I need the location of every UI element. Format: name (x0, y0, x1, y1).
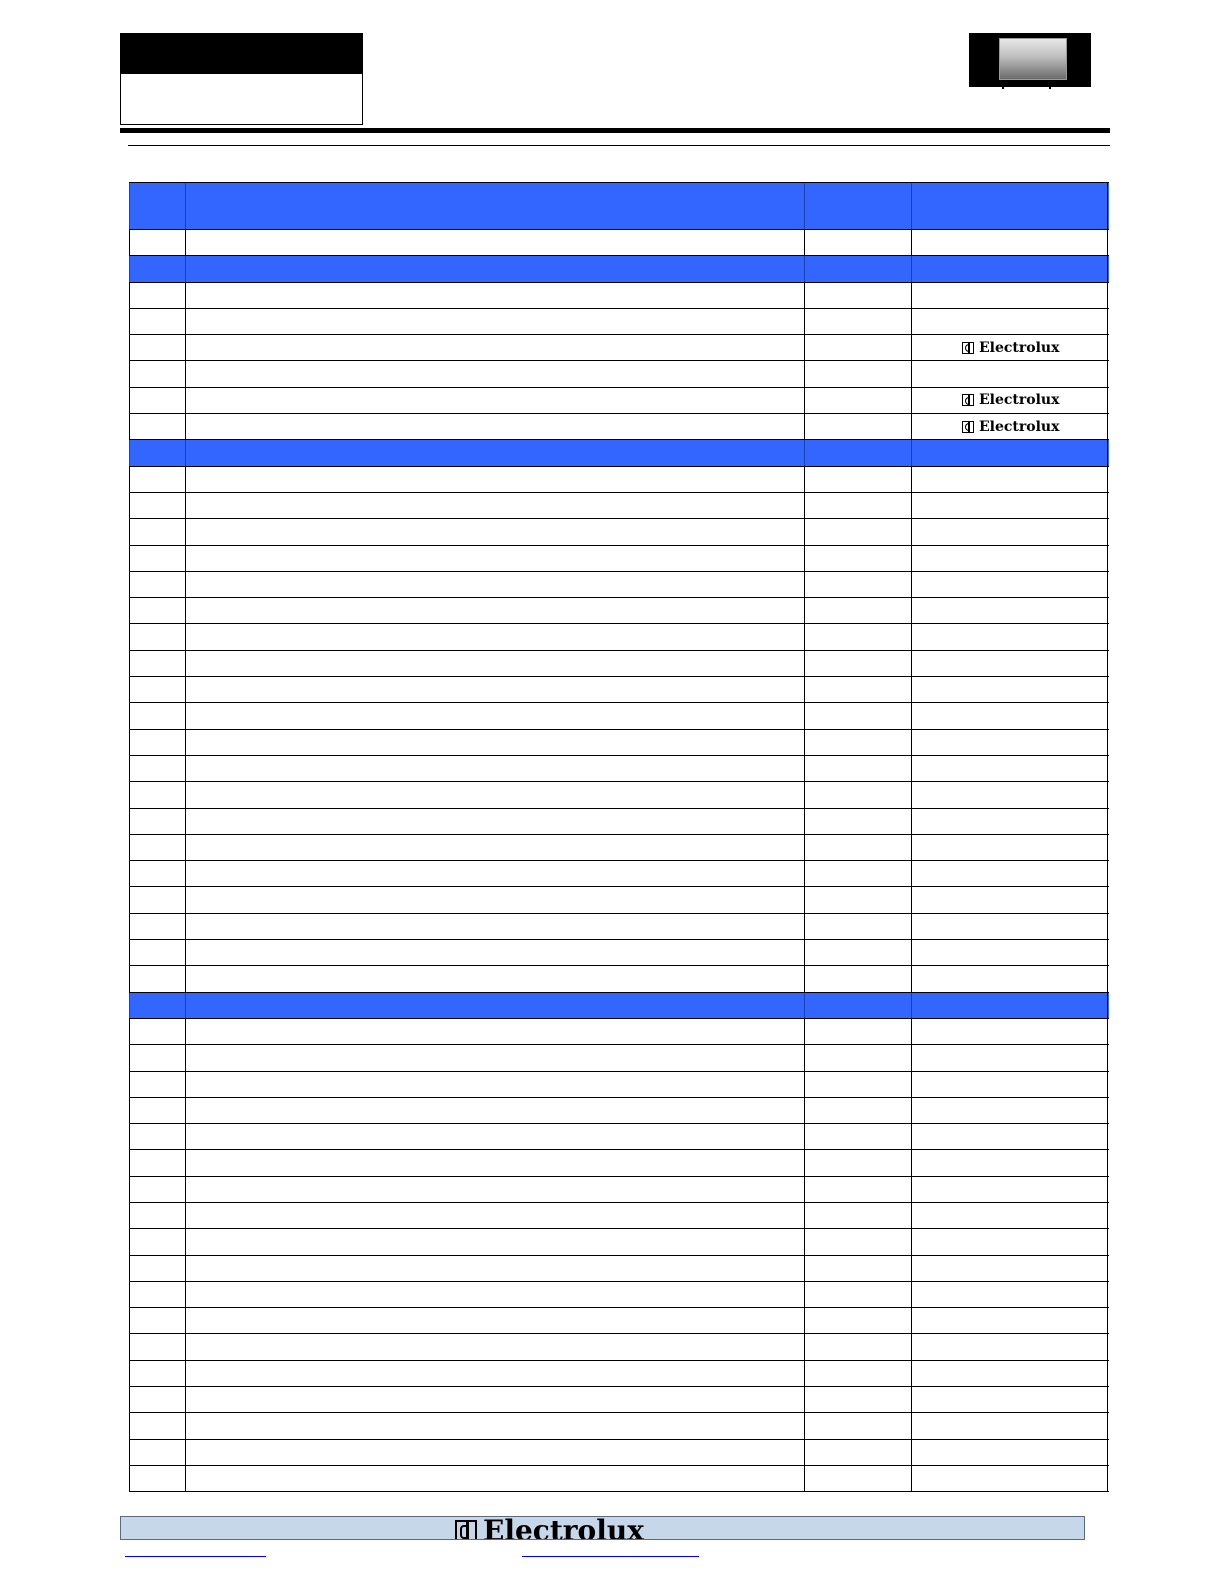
table-row (129, 730, 1109, 756)
table-cell (129, 809, 185, 834)
table-row (129, 677, 1109, 703)
table-row (129, 388, 1109, 414)
table-row (129, 230, 1109, 256)
footer-logo (455, 1516, 644, 1540)
table-cell (911, 335, 1108, 360)
table-cell (185, 1440, 804, 1465)
table-header-row (129, 182, 1109, 230)
header-cell-code (804, 183, 911, 229)
table-cell (911, 493, 1108, 518)
table-row (129, 1387, 1109, 1413)
table-cell (129, 703, 185, 728)
table-row (129, 782, 1109, 808)
table-row (129, 887, 1109, 913)
table-row (129, 966, 1109, 992)
thumbnail-tick (1002, 85, 1004, 89)
table-cell (185, 809, 804, 834)
table-cell (129, 835, 185, 860)
table-cell (911, 809, 1108, 834)
table-cell (911, 572, 1108, 597)
table-cell (804, 651, 911, 676)
table-cell (911, 519, 1108, 544)
table-row (129, 1203, 1109, 1229)
table-cell (804, 519, 911, 544)
electrolux-emblem-icon (962, 342, 974, 354)
table-cell (129, 730, 185, 755)
table-cell (185, 361, 804, 386)
table-cell (911, 677, 1108, 702)
table-cell (804, 624, 911, 649)
table-cell (129, 624, 185, 649)
table-cell (911, 546, 1108, 571)
table-row (129, 1150, 1109, 1176)
table-cell (804, 1282, 911, 1307)
table-cell (911, 782, 1108, 807)
table-cell (129, 256, 185, 281)
table-cell (804, 1361, 911, 1386)
table-cell (911, 1387, 1108, 1412)
table-cell (129, 1098, 185, 1123)
table-cell (129, 1229, 185, 1254)
table-cell (185, 1466, 804, 1491)
table-cell (185, 835, 804, 860)
table-cell (129, 1387, 185, 1412)
table-cell (185, 887, 804, 912)
table-cell (804, 914, 911, 939)
table-cell (804, 1334, 911, 1359)
table-cell (911, 388, 1108, 413)
table-row (129, 309, 1109, 335)
table-cell (911, 230, 1108, 255)
table-cell (129, 782, 185, 807)
table-cell (804, 283, 911, 308)
section-header-row (129, 440, 1109, 466)
header-cell-description (185, 183, 804, 229)
table-cell (129, 361, 185, 386)
table-cell (185, 1124, 804, 1149)
table-row (129, 1045, 1109, 1071)
table-cell (911, 1072, 1108, 1097)
table-cell (911, 887, 1108, 912)
table-cell (129, 1019, 185, 1044)
table-cell (185, 309, 804, 334)
thumbnail-tick (1049, 85, 1051, 89)
table-cell (804, 1387, 911, 1412)
table-cell (129, 1413, 185, 1438)
table-cell (911, 414, 1108, 439)
table-cell (911, 861, 1108, 886)
table-cell (804, 1124, 911, 1149)
table-cell (804, 782, 911, 807)
table-cell (185, 1098, 804, 1123)
table-cell (804, 1308, 911, 1333)
table-cell (129, 651, 185, 676)
table-cell (129, 1282, 185, 1307)
table-cell (911, 651, 1108, 676)
table-cell (804, 993, 911, 1018)
table-cell (129, 309, 185, 334)
table-cell (911, 835, 1108, 860)
table-cell (804, 966, 911, 991)
table-cell (911, 1124, 1108, 1149)
section-header-row (129, 256, 1109, 282)
table-cell (804, 598, 911, 623)
footer-link-underline[interactable] (125, 1556, 266, 1557)
table-cell (185, 966, 804, 991)
parts-table (129, 182, 1109, 1492)
table-cell (804, 703, 911, 728)
table-cell (911, 1045, 1108, 1070)
table-row (129, 1124, 1109, 1150)
table-cell (804, 1150, 911, 1175)
table-cell (129, 914, 185, 939)
electrolux-emblem-icon (962, 394, 974, 406)
table-cell (185, 861, 804, 886)
product-thumbnail (969, 33, 1091, 87)
table-cell (129, 1124, 185, 1149)
brand-name: Electrolux (979, 418, 1060, 435)
table-cell (185, 703, 804, 728)
table-cell (911, 1229, 1108, 1254)
table-cell (185, 440, 804, 465)
table-cell (185, 1177, 804, 1202)
table-cell (185, 519, 804, 544)
table-cell (129, 1256, 185, 1281)
table-cell (185, 1334, 804, 1359)
table-cell (129, 546, 185, 571)
table-cell (129, 572, 185, 597)
table-row (129, 756, 1109, 782)
table-row (129, 598, 1109, 624)
table-cell (129, 1334, 185, 1359)
table-row (129, 1466, 1109, 1492)
table-cell (129, 756, 185, 781)
table-cell (911, 730, 1108, 755)
table-row (129, 1308, 1109, 1334)
table-cell (129, 1203, 185, 1228)
table-cell (129, 966, 185, 991)
table-cell (185, 940, 804, 965)
table-row (129, 835, 1109, 861)
table-cell (129, 283, 185, 308)
table-row (129, 914, 1109, 940)
table-cell (804, 467, 911, 492)
table-cell (129, 1466, 185, 1491)
table-cell (911, 993, 1108, 1018)
table-row (129, 1256, 1109, 1282)
table-cell (185, 730, 804, 755)
table-cell (804, 887, 911, 912)
table-cell (911, 940, 1108, 965)
table-cell (185, 1072, 804, 1097)
table-cell (804, 440, 911, 465)
table-cell (911, 1361, 1108, 1386)
table-cell (185, 1203, 804, 1228)
table-cell (185, 1256, 804, 1281)
table-cell (129, 388, 185, 413)
table-row (129, 1229, 1109, 1255)
table-row (129, 414, 1109, 440)
table-cell (804, 756, 911, 781)
table-cell (129, 993, 185, 1018)
table-cell (911, 1413, 1108, 1438)
table-cell (804, 572, 911, 597)
table-cell (911, 1177, 1108, 1202)
table-cell (129, 230, 185, 255)
table-cell (185, 993, 804, 1018)
table-row (129, 940, 1109, 966)
table-cell (129, 1361, 185, 1386)
table-cell (911, 440, 1108, 465)
table-row (129, 1334, 1109, 1360)
table-row (129, 624, 1109, 650)
table-cell (804, 414, 911, 439)
table-cell (185, 493, 804, 518)
table-cell (804, 546, 911, 571)
table-cell (185, 914, 804, 939)
table-row (129, 809, 1109, 835)
header-cell-no (129, 183, 185, 229)
table-cell (185, 388, 804, 413)
table-cell (129, 440, 185, 465)
footer-brand-name: Electrolux (483, 1516, 644, 1540)
table-cell (804, 335, 911, 360)
table-row (129, 467, 1109, 493)
table-cell (911, 1019, 1108, 1044)
table-cell (804, 1440, 911, 1465)
electrolux-emblem-icon (962, 421, 974, 433)
table-cell (129, 1072, 185, 1097)
table-cell (185, 1413, 804, 1438)
table-cell (185, 467, 804, 492)
electrolux-logo (962, 419, 1059, 435)
table-cell (185, 256, 804, 281)
table-row (129, 283, 1109, 309)
table-cell (911, 361, 1108, 386)
table-cell (804, 1045, 911, 1070)
table-cell (129, 1308, 185, 1333)
table-cell (911, 914, 1108, 939)
electrolux-logo (962, 392, 1059, 408)
table-cell (911, 1150, 1108, 1175)
table-cell (129, 519, 185, 544)
table-cell (129, 598, 185, 623)
table-cell (911, 283, 1108, 308)
table-cell (185, 598, 804, 623)
table-cell (911, 1282, 1108, 1307)
header-rule (120, 128, 1110, 133)
table-cell (804, 230, 911, 255)
table-cell (911, 966, 1108, 991)
table-cell (185, 624, 804, 649)
table-row (129, 651, 1109, 677)
table-cell (129, 335, 185, 360)
table-cell (911, 756, 1108, 781)
table-cell (804, 861, 911, 886)
table-row (129, 335, 1109, 361)
document-title-box (120, 33, 363, 125)
table-cell (804, 1229, 911, 1254)
table-row (129, 1019, 1109, 1045)
header-subrule (128, 145, 1110, 146)
footer-link-underline[interactable] (522, 1556, 699, 1557)
table-cell (911, 309, 1108, 334)
table-cell (911, 1440, 1108, 1465)
header-cell-brand (911, 183, 1108, 229)
table-cell (185, 1019, 804, 1044)
table-cell (804, 388, 911, 413)
table-cell (185, 414, 804, 439)
table-cell (185, 756, 804, 781)
table-cell (185, 546, 804, 571)
table-cell (911, 1308, 1108, 1333)
table-row (129, 1282, 1109, 1308)
table-cell (804, 1413, 911, 1438)
table-cell (804, 835, 911, 860)
table-cell (804, 940, 911, 965)
table-cell (129, 414, 185, 439)
title-band (121, 34, 362, 74)
table-cell (911, 1256, 1108, 1281)
table-row (129, 1072, 1109, 1098)
table-cell (911, 1466, 1108, 1491)
table-cell (804, 493, 911, 518)
footer-bar (120, 1516, 1085, 1540)
table-cell (804, 1072, 911, 1097)
table-cell (129, 677, 185, 702)
brand-name: Electrolux (979, 339, 1060, 356)
table-cell (911, 703, 1108, 728)
table-cell (804, 1019, 911, 1044)
table-row (129, 546, 1109, 572)
table-row (129, 1177, 1109, 1203)
table-cell (129, 861, 185, 886)
table-cell (804, 1203, 911, 1228)
table-cell (185, 283, 804, 308)
table-row (129, 519, 1109, 545)
table-row (129, 493, 1109, 519)
table-cell (804, 1466, 911, 1491)
table-cell (185, 1045, 804, 1070)
table-row (129, 1098, 1109, 1124)
table-cell (185, 1361, 804, 1386)
table-row (129, 1440, 1109, 1466)
table-cell (185, 335, 804, 360)
table-cell (185, 1387, 804, 1412)
table-cell (129, 1045, 185, 1070)
table-cell (911, 467, 1108, 492)
section-header-row (129, 993, 1109, 1019)
electrolux-emblem-icon (455, 1520, 477, 1540)
table-row (129, 1413, 1109, 1439)
table-cell (185, 1308, 804, 1333)
table-cell (185, 651, 804, 676)
table-cell (804, 1098, 911, 1123)
table-row (129, 1361, 1109, 1387)
table-cell (129, 1177, 185, 1202)
table-cell (129, 1150, 185, 1175)
table-cell (185, 1150, 804, 1175)
table-cell (804, 677, 911, 702)
table-cell (911, 256, 1108, 281)
table-cell (129, 467, 185, 492)
table-cell (185, 1282, 804, 1307)
table-cell (911, 598, 1108, 623)
table-cell (911, 1334, 1108, 1359)
table-cell (185, 230, 804, 255)
brand-name: Electrolux (979, 392, 1060, 409)
table-row (129, 572, 1109, 598)
table-cell (911, 624, 1108, 649)
product-image (999, 38, 1067, 80)
table-cell (129, 887, 185, 912)
table-cell (804, 1256, 911, 1281)
table-cell (804, 1177, 911, 1202)
table-cell (804, 309, 911, 334)
table-cell (911, 1203, 1108, 1228)
table-row (129, 861, 1109, 887)
table-cell (185, 782, 804, 807)
table-cell (129, 493, 185, 518)
table-cell (804, 361, 911, 386)
table-row (129, 703, 1109, 729)
table-cell (804, 809, 911, 834)
electrolux-logo (962, 340, 1059, 356)
table-cell (129, 1440, 185, 1465)
table-cell (185, 677, 804, 702)
table-cell (185, 572, 804, 597)
table-cell (804, 256, 911, 281)
table-cell (804, 730, 911, 755)
table-cell (129, 940, 185, 965)
table-cell (911, 1098, 1108, 1123)
table-row (129, 361, 1109, 387)
table-cell (185, 1229, 804, 1254)
